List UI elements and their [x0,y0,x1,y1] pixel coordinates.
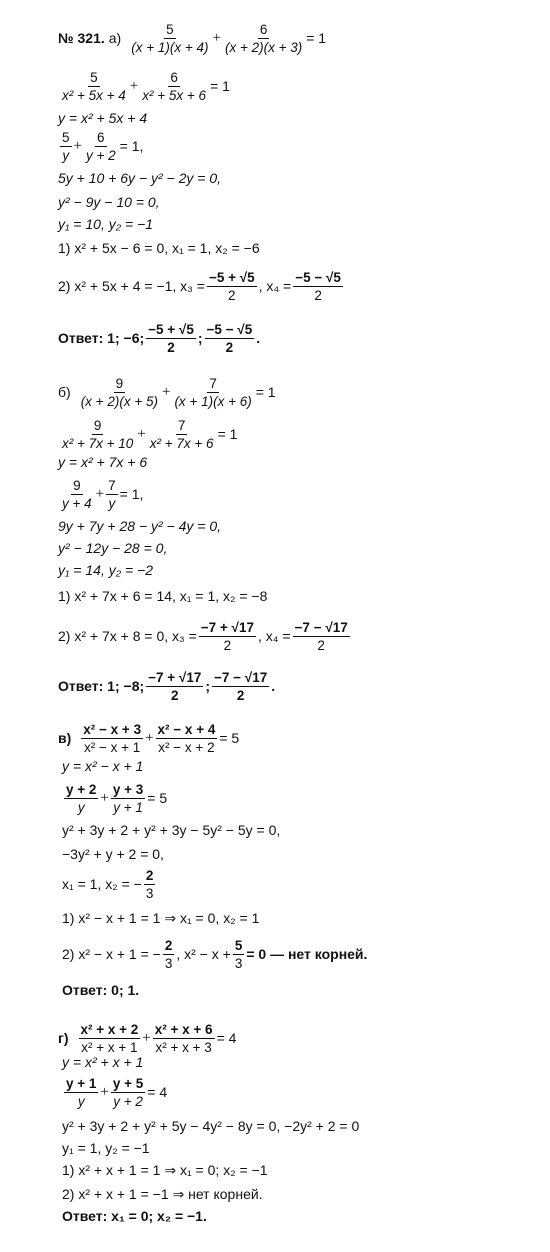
b-line-8: 1) x² + 7x + 6 = 14, x₁ = 1, x₂ = −8 [58,588,268,604]
part-label-a: а) [108,30,122,46]
a-line-3: y = x² + 5x + 4 [58,110,148,126]
c-line-3: $\frac{y + 2}{y}$ + $\frac{y + 3}{y + 1}$ = 5 [66,782,168,815]
fraction: $\frac{y + 1}{y}$ [66,1076,97,1109]
d-line-3: $\frac{y + 1}{y}$ + $\frac{y + 5}{y + 2}$ = 4 [66,1076,168,1109]
fraction: $\frac{5}{(x + 1)(x + 4)}$ [131,22,209,55]
fraction: $\frac{7}{y}$ [108,478,116,511]
part-label-d: г) [58,1030,69,1046]
part-label-b: б) [58,384,71,400]
fraction: $\frac{-7 + √17}{2}$ [148,670,202,703]
fraction: $\frac{5}{y}$ [62,130,70,163]
fraction: $\frac{6}{(x + 2)(x + 3)}$ [224,22,303,55]
d-answer: Ответ: x₁ = 0; x₂ = −1. [62,1208,207,1224]
b-line-7: y₁ = 14, y₂ = −2 [58,562,153,578]
b-line-2: $\frac{9}{\text{x² + 7x + 10}}$ + $\frac{7}{\text{x² + 7x + 6}}$ = 1 [62,418,238,451]
a-line-9: 2) x² + 5x + 4 = −1, x₃ = $\frac{-5 + √5}{2}$ , x₄ = $\frac{-5 - √5}{2}$ [58,270,341,303]
b-line-6: y² − 12y − 28 = 0, [58,540,168,556]
a-line-7: y₁ = 10, y₂ = −1 [58,216,153,232]
fraction: $\frac{y + 5}{y + 2}$ [112,1076,144,1109]
fraction: $\frac{\text{x² + x + 6}}{\text{x² + x + 3}}$ [154,1022,213,1055]
c-line-5: −3y² + y + 2 = 0, [62,846,164,862]
fraction: $\frac{\text{x² − x + 3}}{\text{x² − x + 1}}$ [83,722,142,755]
b-equation-line: б) $\frac{9}{(x + 2)(x + 5)}$ + $\frac{7}{(x + 1)(x + 6)}$ = 1 [58,376,276,409]
fraction: $\frac{2}{3}$ [145,868,154,901]
a-line-4: $\frac{5}{y}$ + $\frac{6}{y + 2}$ = 1, [62,130,144,163]
fraction: $\frac{2}{3}$ [164,938,173,971]
fraction: $\frac{-5 + √5}{2}$ [148,322,194,355]
fraction: $\frac{5}{\text{x² + 5x + 4}}$ [62,70,126,103]
fraction: $\frac{y + 3}{y + 1}$ [112,782,144,815]
fraction: $\frac{5}{3}$ [234,938,243,971]
a-equation-line: № 321. а) $\frac{5}{(x + 1)(x + 4)}$ + $\frac{6}{(x + 2)(x + 3)}$ = 1 [58,22,327,55]
fraction: $\frac{-7 - √17}{2}$ [214,670,268,703]
b-line-9: 2) x² + 7x + 8 = 0, x₃ = $\frac{-7 + √17}{2}$ , x₄ = $\frac{-7 - √17}{2}$ [58,620,348,653]
fraction: $\frac{-5 - √5}{2}$ [206,322,253,355]
fraction: $\frac{7}{(x + 1)(x + 6)}$ [174,376,252,409]
problem-number: № 321. [58,30,105,46]
fraction: $\frac{y + 2}{y}$ [66,782,97,815]
a-line-8: 1) x² + 5x − 6 = 0, x₁ = 1, x₂ = −6 [58,240,260,256]
fraction: $\frac{6}{\text{x² + 5x + 6}}$ [142,70,207,103]
a-line-6: y² − 9y − 10 = 0, [58,194,160,210]
d-line-6: 1) x² + x + 1 = 1 ⇒ x₁ = 0; x₂ = −1 [62,1162,268,1178]
b-answer: Ответ: 1; −8; $\frac{-7 + √17}{2}$ ; $\frac{-7 - √17}{2}$ . [58,670,276,703]
fraction: $\frac{6}{y + 2}$ [85,130,116,163]
fraction: $\frac{9}{\text{x² + 7x + 10}}$ [62,418,134,451]
c-line-4: y² + 3y + 2 + y² + 3y − 5y² − 5y = 0, [62,822,281,838]
b-line-4: $\frac{9}{y + 4}$ + $\frac{7}{y}$ = 1, [62,478,144,511]
a-answer: Ответ: 1; −6; $\frac{-5 + √5}{2}$ ; $\frac{-5 - √5}{2}$ . [58,322,261,355]
fraction: $\frac{9}{(x + 2)(x + 5)}$ [80,376,158,409]
b-line-3: y = x² + 7x + 6 [58,454,148,470]
c-line-8: 2) x² − x + 1 = − $\frac{2}{3}$ , x² − x + $\frac{5}{3}$ = 0 — нет корней. [62,938,368,971]
a-line-5: 5y + 10 + 6y − y² − 2y = 0, [58,170,222,186]
a-line-2: $\frac{5}{\text{x² + 5x + 4}}$ + $\frac{6}{\text{x² + 5x + 6}}$ = 1 [62,70,230,103]
part-label-c: в) [58,730,72,746]
d-line-4: y² + 3y + 2 + y² + 5y − 4y² − 8y = 0, −2y² + 2 = 0 [62,1118,360,1134]
fraction: $\frac{7}{\text{x² + 7x + 6}}$ [149,418,214,451]
fraction: $\frac{9}{y + 4}$ [62,478,92,511]
c-equation-line: в) $\frac{\text{x² − x + 3}}{\text{x² − x + 1}}$ + $\frac{\text{x² − x + 4}}{\text{x² − x + 2}}$ = 5 [58,722,240,755]
d-line-5: y₁ = 1, y₂ = −1 [62,1140,150,1156]
c-line-6: x₁ = 1, x₂ = − $\frac{2}{3}$ [62,868,154,901]
fraction: $\frac{-5 + √5}{2}$ [208,270,255,303]
fraction: $\frac{-7 + √17}{2}$ [200,620,254,653]
fraction: $\frac{-7 - √17}{2}$ [294,620,348,653]
fraction: $\frac{-5 - √5}{2}$ [295,270,341,303]
fraction: $\frac{\text{x² + x + 2}}{\text{x² + x + 1}}$ [80,1022,139,1055]
c-line-7: 1) x² − x + 1 = 1 ⇒ x₁ = 0, x₂ = 1 [62,910,260,926]
d-equation-line: г) $\frac{\text{x² + x + 2}}{\text{x² + x + 1}}$ + $\frac{\text{x² + x + 6}}{\text{x² + x + 3}}$ = 4 [58,1022,237,1055]
fraction: $\frac{\text{x² − x + 4}}{\text{x² − x + 2}}$ [157,722,216,755]
b-line-5: 9y + 7y + 28 − y² − 4y = 0, [58,518,222,534]
c-answer: Ответ: 0; 1. [62,982,140,998]
c-line-2: y = x² − x + 1 [62,758,144,774]
d-line-7: 2) x² + x + 1 = −1 ⇒ нет корней. [62,1186,263,1202]
d-line-2: y = x² + x + 1 [62,1054,144,1070]
